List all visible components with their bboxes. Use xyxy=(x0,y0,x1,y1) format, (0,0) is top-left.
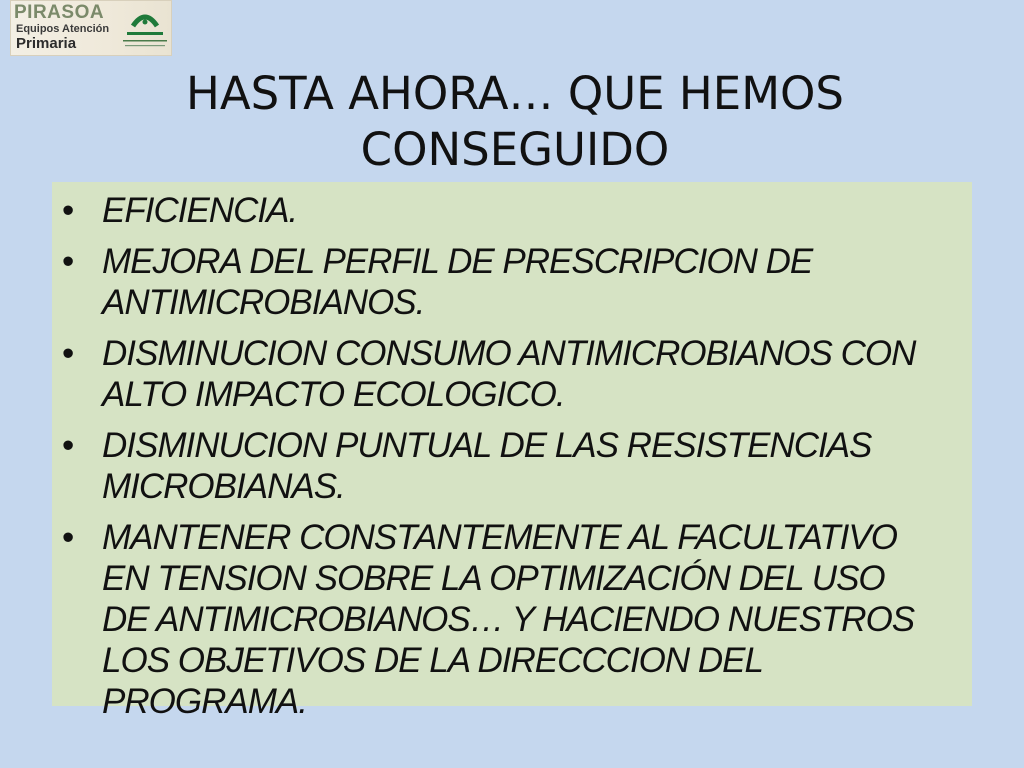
bullet-item xyxy=(52,190,932,231)
bullet-icon: • xyxy=(62,334,74,373)
logo-brand-text: PIRASOA xyxy=(14,2,105,23)
logo-subtitle-line2: Primaria xyxy=(16,35,77,52)
content-box xyxy=(52,182,972,721)
bullet-item xyxy=(52,425,932,507)
bullet-text: DISMINUCION PUNTUAL DE LAS RESISTENCIAS MICROBIANAS. xyxy=(102,426,872,506)
bullet-item xyxy=(52,241,932,323)
slide-title: HASTA AHORA… QUE HEMOS CONSEGUIDO xyxy=(185,67,844,177)
bullet-text: EFICIENCIA. xyxy=(102,191,298,230)
bullet-icon: • xyxy=(62,426,74,465)
logo-subtitle-line1: Equipos Atención xyxy=(16,23,110,35)
bullet-item xyxy=(52,517,932,722)
bullet-icon: • xyxy=(62,518,74,557)
bullet-text: DISMINUCION CONSUMO ANTIMICROBIANOS CON ALTO IMPACTO ECOLOGICO. xyxy=(102,334,916,414)
bullet-list xyxy=(52,190,932,722)
bullet-icon: • xyxy=(62,242,74,281)
junta-andalucia-seal-icon xyxy=(119,4,171,52)
bullet-text: MANTENER CONSTANTEMENTE AL FACULTATIVO EN TENSION SOBRE LA OPTIMIZACIÓN DEL USO DE ANTIMICROBIANOS… Y HACIENDO NUESTROS LOS OBJETIVOS DE LA DIRECCCION DEL PROGRAMA. xyxy=(102,518,915,721)
bullet-icon: • xyxy=(62,191,74,230)
pirasoa-logo xyxy=(10,0,172,56)
bullet-text: MEJORA DEL PERFIL DE PRESCRIPCION DE ANTIMICROBIANOS. xyxy=(102,242,813,322)
bullet-item xyxy=(52,333,932,415)
